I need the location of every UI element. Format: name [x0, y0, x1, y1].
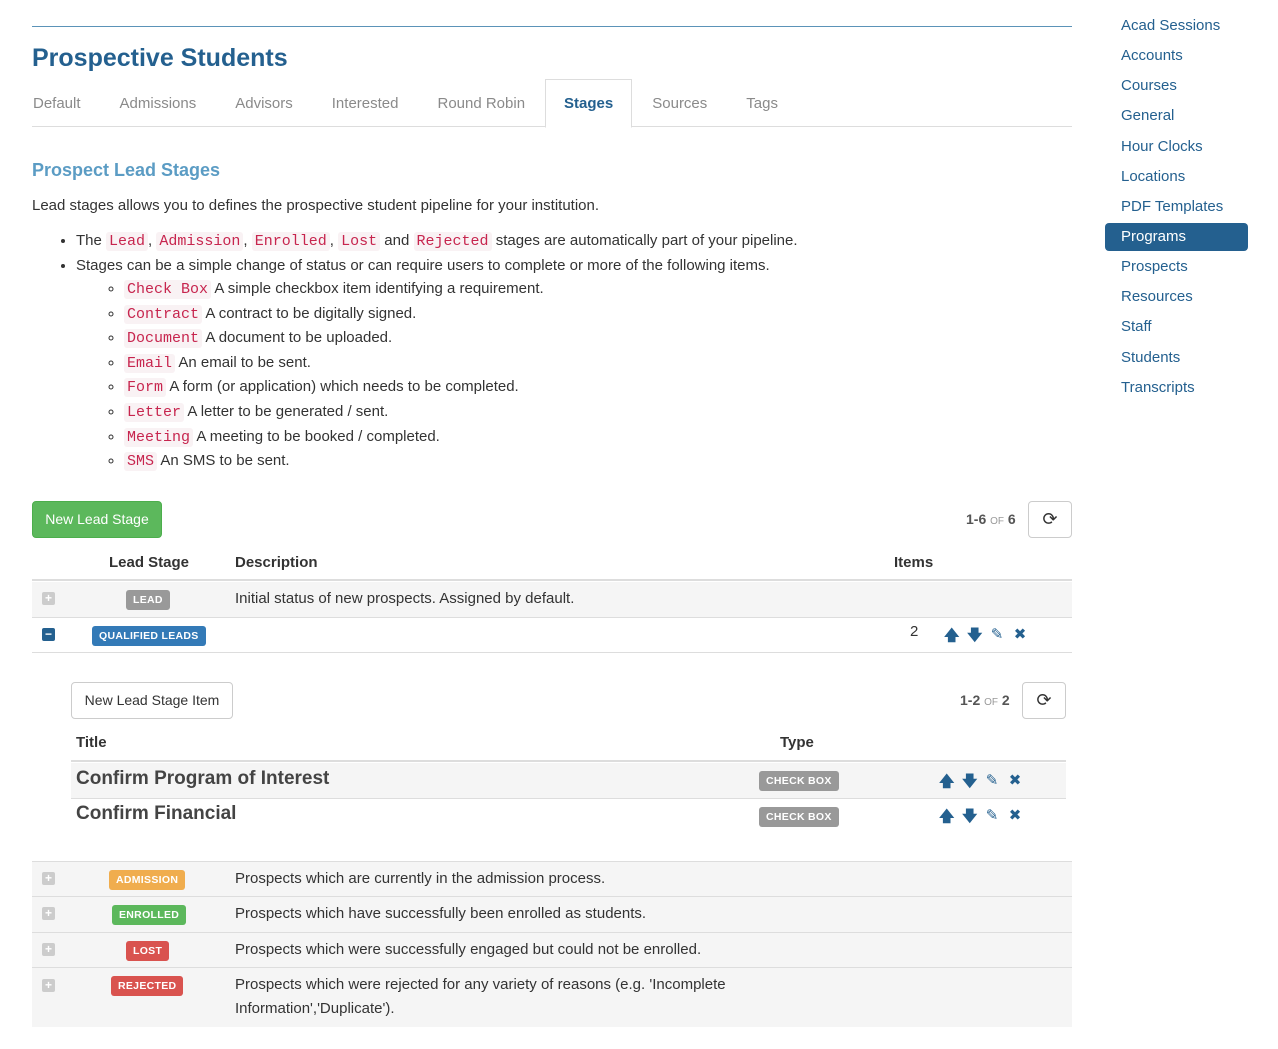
row-description: Prospects which were rejected for any variety of reasons (e.g. 'Incomplete Information','Duplicate').	[235, 976, 726, 1017]
sidebar-item-general[interactable]: General	[1121, 107, 1175, 125]
bullet-stage-items: • Stages can be a simple change of status or can require users to complete or more of the following items. ◦ Check Box A simple checkbox item identifying a requirement. ◦ Contract A contract to be digitally signed. ◦ Document A document to be uploaded. ◦ Email An email to be sent. ◦ Form A form (or application) which needs to be completed. ◦ Letter A letter to be generated / sent. ◦ Meeting A meeting to be booked / completed. ◦ SMS An SMS to be sent.	[76, 254, 798, 474]
move-down-icon[interactable]: 🡇	[962, 773, 978, 790]
tab-default[interactable]: Default	[33, 95, 81, 112]
row-actions	[944, 625, 1027, 650]
info-bullets	[32, 229, 798, 474]
col-type: Type	[780, 734, 814, 751]
move-up-icon[interactable]: 🡅	[939, 808, 955, 825]
list-item: ◦ Meeting A meeting to be booked / completed.	[124, 425, 798, 450]
section-title: Prospect Lead Stages	[32, 160, 221, 180]
table-row[interactable]	[32, 618, 1072, 653]
status-badge: LOST	[126, 941, 169, 961]
table-row[interactable]	[32, 933, 1072, 968]
row-actions	[939, 771, 1022, 796]
tab-interested[interactable]: Interested	[331, 95, 399, 112]
delete-icon[interactable]: ✖	[1008, 772, 1022, 789]
row-description: Prospects which have successfully been enrolled as students.	[235, 905, 647, 922]
code-enrolled: Enrolled	[252, 232, 330, 251]
type-badge: CHECK BOX	[759, 771, 839, 791]
col-description: Description	[235, 554, 318, 571]
edit-icon[interactable]: ✎	[985, 772, 999, 789]
sidebar-item-accounts[interactable]: Accounts	[1121, 47, 1183, 65]
list-item: ◦ Check Box A simple checkbox item identifying a requirement.	[124, 277, 798, 302]
table-row[interactable]	[71, 763, 1066, 799]
expand-icon[interactable]: +	[42, 979, 55, 992]
tab-advisors[interactable]: Advisors	[235, 95, 293, 112]
sidebar-item-staff[interactable]: Staff	[1121, 318, 1152, 336]
main-content	[32, 0, 1072, 1017]
refresh-icon: ⟳	[1042, 509, 1058, 529]
status-badge: QUALIFIED LEADS	[92, 626, 206, 646]
tab-round-robin[interactable]: Round Robin	[437, 95, 526, 112]
status-badge: LEAD	[126, 590, 170, 610]
stages-table-header	[32, 548, 1072, 581]
row-actions	[939, 806, 1022, 831]
delete-icon[interactable]: ✖	[1008, 807, 1022, 824]
move-up-icon[interactable]: 🡅	[944, 627, 960, 644]
sidebar-item-acad-sessions[interactable]: Acad Sessions	[1121, 17, 1221, 34]
code-admission: Admission	[156, 232, 243, 251]
new-lead-stage-item-button[interactable]: New Lead Stage Item	[71, 682, 233, 719]
sidebar-item-prospects[interactable]: Prospects	[1121, 258, 1188, 276]
tab-stages[interactable]: Stages	[545, 79, 632, 128]
col-items: Items	[894, 554, 934, 571]
row-description: Prospects which are currently in the admission process.	[235, 870, 606, 887]
items-pager: 1-2 OF 2	[960, 692, 1010, 708]
item-type-list	[76, 277, 798, 474]
settings-sidebar	[1105, 12, 1248, 404]
move-down-icon[interactable]: 🡇	[962, 808, 978, 825]
list-item: ◦ Contract A contract to be digitally signed.	[124, 302, 798, 327]
sidebar-item-hour-clocks[interactable]: Hour Clocks	[1121, 137, 1203, 155]
sidebar-item-transcripts[interactable]: Transcripts	[1121, 378, 1195, 396]
delete-icon[interactable]: ✖	[1013, 626, 1027, 643]
expand-icon[interactable]: +	[42, 907, 55, 920]
sidebar-item-locations[interactable]: Locations	[1121, 167, 1186, 185]
expand-icon[interactable]: +	[42, 872, 55, 885]
bullet-auto-stages: • The Lead , Admission , Enrolled , Lost and Rejected stages are automatically part of your pipeline.	[76, 229, 798, 254]
status-badge: REJECTED	[111, 976, 183, 996]
sidebar-item-resources[interactable]: Resources	[1121, 288, 1193, 306]
page-title: Prospective Students	[32, 44, 288, 72]
col-title: Title	[76, 734, 107, 751]
list-item: ◦ Letter A letter to be generated / sent.	[124, 400, 798, 425]
tab-tags[interactable]: Tags	[746, 95, 778, 112]
expand-icon[interactable]: +	[42, 592, 55, 605]
list-item: ◦ Document A document to be uploaded.	[124, 326, 798, 351]
refresh-icon: ⟳	[1036, 690, 1052, 710]
top-divider	[32, 0, 1072, 27]
item-title: Confirm Financial	[76, 803, 237, 824]
code-lead: Lead	[106, 232, 148, 251]
items-table-header	[71, 728, 1066, 762]
collapse-icon[interactable]: −	[42, 628, 55, 641]
move-down-icon[interactable]: 🡇	[967, 627, 983, 644]
items-count: 2	[910, 623, 919, 640]
refresh-items-button[interactable]	[1022, 682, 1066, 719]
move-up-icon[interactable]: 🡅	[939, 773, 955, 790]
col-lead-stage: Lead Stage	[109, 554, 190, 571]
sidebar-item-courses[interactable]: Courses	[1121, 77, 1177, 95]
expand-icon[interactable]: +	[42, 943, 55, 956]
tab-sources[interactable]: Sources	[652, 95, 708, 112]
type-badge: CHECK BOX	[759, 807, 839, 827]
row-description: Prospects which were successfully engaged but could not be enrolled.	[235, 941, 702, 958]
sidebar-item-pdf-templates[interactable]: PDF Templates	[1121, 197, 1224, 215]
intro-text: Lead stages allows you to defines the prospective student pipeline for your institution.	[32, 197, 600, 214]
status-badge: ENROLLED	[112, 905, 186, 925]
code-lost: Lost	[338, 232, 380, 251]
table-row[interactable]	[32, 897, 1072, 933]
sidebar-item-students[interactable]: Students	[1121, 348, 1181, 366]
stages-pager: 1-6 OF 6	[966, 511, 1016, 527]
refresh-stages-button[interactable]	[1028, 501, 1072, 538]
code-rejected: Rejected	[414, 232, 492, 251]
list-item: ◦ Email An email to be sent.	[124, 351, 798, 376]
status-badge: ADMISSION	[109, 870, 185, 890]
list-item: ◦ SMS An SMS to be sent.	[124, 449, 798, 474]
sidebar-item-programs[interactable]: Programs	[1105, 223, 1248, 251]
table-row[interactable]	[32, 582, 1072, 618]
new-lead-stage-button[interactable]: New Lead Stage	[32, 501, 162, 538]
edit-icon[interactable]: ✎	[985, 807, 999, 824]
table-row[interactable]	[71, 799, 1066, 835]
table-row[interactable]	[32, 968, 1072, 1027]
item-title: Confirm Program of Interest	[76, 768, 330, 789]
edit-icon[interactable]: ✎	[990, 626, 1004, 643]
tab-admissions[interactable]: Admissions	[119, 95, 197, 112]
table-row[interactable]	[32, 861, 1072, 897]
row-description: Initial status of new prospects. Assigned by default.	[235, 590, 575, 607]
list-item: ◦ Form A form (or application) which needs to be completed.	[124, 375, 798, 400]
tab-bar	[32, 79, 1072, 127]
